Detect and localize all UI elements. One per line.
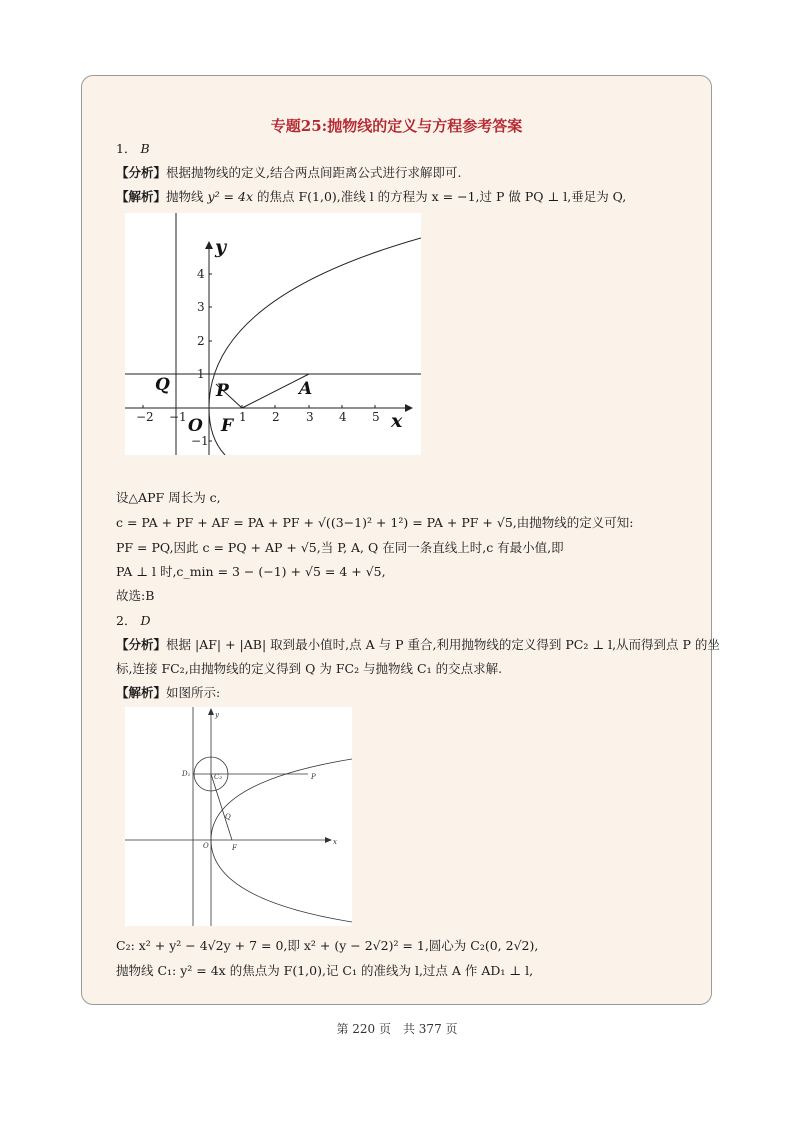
q1-xtick: −1	[169, 410, 187, 424]
q2-line: 抛物线 C₁: y² = 4x 的焦点为 F(1,0),记 C₁ 的准线为 l,过点 A 作 AD₁ ⊥ l,	[116, 963, 534, 978]
q2-figure	[125, 707, 352, 926]
q1-xtick: 3	[306, 410, 314, 424]
q1-analysis-text: 根据抛物线的定义,结合两点间距离公式进行求解即可.	[166, 165, 462, 180]
q1-label-F: F	[221, 416, 234, 436]
q1-answer: B	[140, 141, 150, 156]
q2-analysis-line1: 根据 |AF| + |AB| 取到最小值时,点 A 与 P 重合,利用抛物线的定义得到 PC₂ ⊥ l,从而得到点 P 的坐	[166, 637, 720, 652]
q2-label-O: O	[203, 842, 209, 850]
q1-header	[116, 140, 150, 158]
q2-label-D1: D₁	[182, 770, 191, 778]
q1-label-O: O	[188, 416, 203, 436]
q2-label-Q: Q	[225, 813, 231, 821]
q1-analysis	[116, 164, 461, 182]
q2-graph	[125, 707, 352, 926]
page-title: 专题25:抛物线的定义与方程参考答案	[270, 117, 523, 135]
q1-label-Q: Q	[155, 375, 170, 395]
q2-analysis	[116, 636, 720, 654]
page-footer: 第 220 页 共 377 页	[336, 1022, 458, 1036]
q1-solution-tag: 【解析】	[116, 189, 167, 204]
q1-x-arrow-icon	[405, 404, 413, 412]
q2-label-F: F	[232, 844, 237, 852]
q2-analysis-tag: 【分析】	[116, 637, 167, 652]
q1-figure	[125, 213, 421, 455]
q1-solution-prefix: 抛物线	[166, 189, 204, 204]
q2-line: C₂: x² + y² − 4√2y + 7 = 0,即 x² + (y − 2√2)² = 1,圆心为 C₂(0, 2√2),	[116, 938, 539, 953]
q1-ytick: 3	[197, 300, 205, 314]
q1-analysis-tag: 【分析】	[116, 165, 167, 180]
q2-number: 2．	[116, 613, 137, 628]
q2-label-P: P	[311, 773, 316, 781]
q1-line: c = PA + PF + AF = PA + PF + √((3−1)² + 1²) = PA + PF + √5,由抛物线的定义可知:	[116, 515, 634, 530]
q1-xtick: 4	[339, 410, 347, 424]
q1-xtick: −2	[136, 410, 154, 424]
q1-graph	[125, 213, 421, 455]
q2-x-arrow-icon	[325, 837, 332, 843]
q2-solution-text: 如图所示:	[166, 685, 221, 700]
q1-number: 1．	[116, 141, 137, 156]
q2-solution-tag: 【解析】	[116, 685, 167, 700]
q1-y-axis-label: y	[215, 236, 227, 258]
q1-xtick: 1	[239, 410, 247, 424]
q1-line: PF = PQ,因此 c = PQ + AP + √5,当 P, A, Q 在同一条直线上时,c 有最小值,即	[116, 540, 564, 555]
q1-ytick: −1	[191, 434, 209, 448]
q1-line: PA ⊥ l 时,c_min = 3 − (−1) + √5 = 4 + √5,	[116, 564, 386, 579]
q1-solution	[116, 188, 626, 206]
q2-header	[116, 612, 150, 630]
q2-solution	[116, 684, 220, 702]
q1-ytick: 1	[197, 367, 205, 381]
q2-x-axis-label: x	[333, 838, 337, 846]
q1-xtick: 5	[372, 410, 380, 424]
q1-ytick: 4	[197, 267, 205, 281]
q1-solution-rest: 的焦点 F(1,0),准线 l 的方程为 x = −1,过 P 做 PQ ⊥ l,垂足为 Q,	[253, 189, 627, 204]
q1-line: 故选:B	[116, 588, 155, 603]
q2-analysis-line2: 标,连接 FC₂,由抛物线的定义得到 Q 为 FC₂ 与抛物线 C₁ 的交点求解.	[116, 661, 503, 676]
q1-label-A: A	[299, 379, 313, 399]
q2-label-C2: C₂	[214, 773, 223, 781]
q1-label-P: P	[216, 381, 229, 401]
q1-solution-eq: y² = 4x	[207, 189, 254, 204]
q2-y-axis-label: y	[215, 711, 219, 719]
q2-parabola	[211, 759, 352, 922]
q1-x-axis-label: x	[391, 410, 403, 432]
q2-answer: D	[140, 613, 151, 628]
q1-xtick: 2	[272, 410, 280, 424]
q2-y-arrow-icon	[208, 708, 214, 715]
q2-segment-C2F	[211, 774, 232, 840]
q1-line: 设△APF 周长为 c,	[116, 490, 221, 505]
q1-ytick: 2	[197, 334, 205, 348]
q1-y-arrow-icon	[205, 241, 213, 249]
